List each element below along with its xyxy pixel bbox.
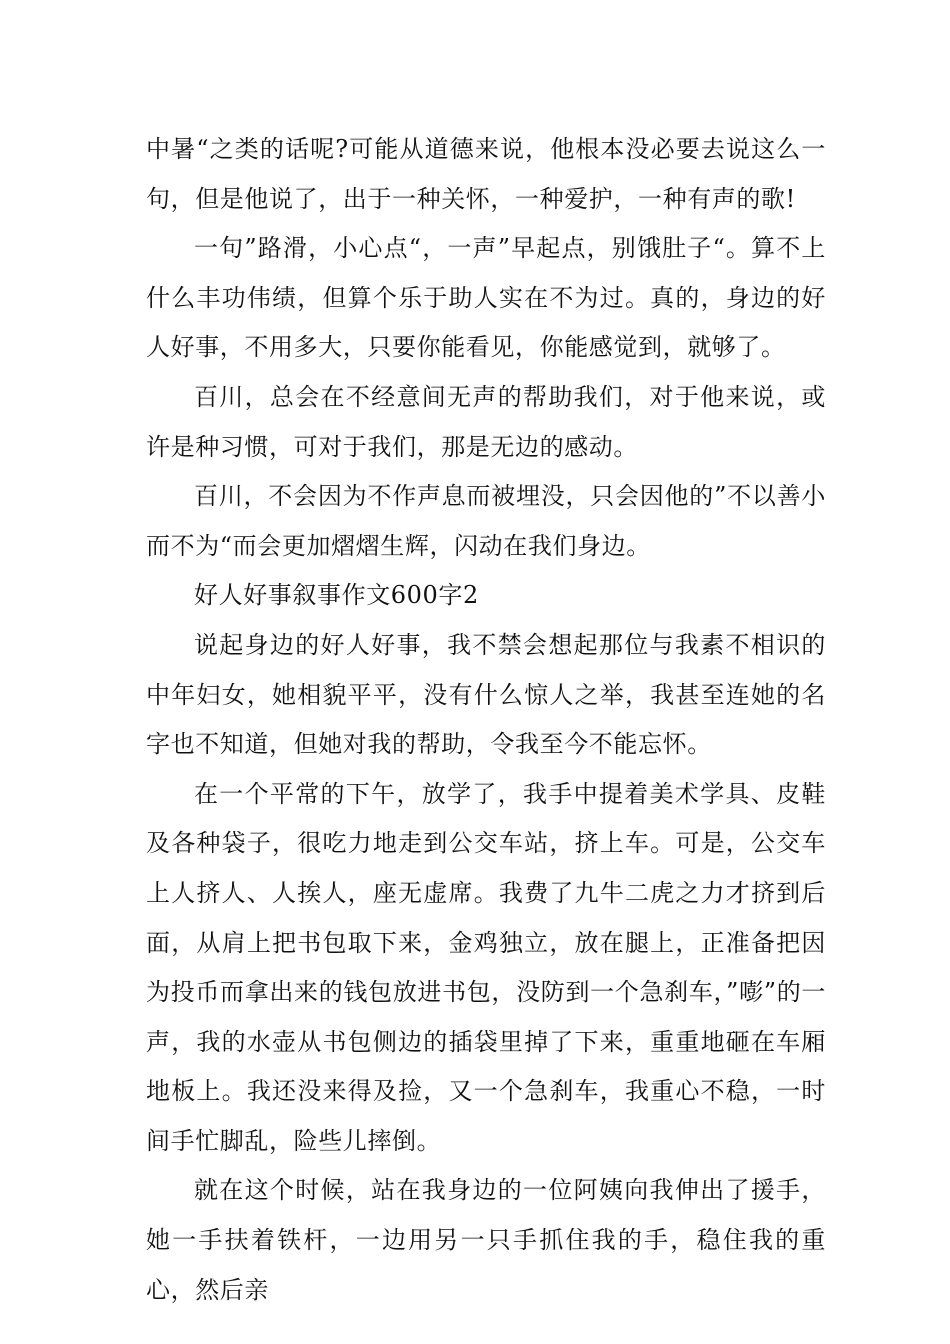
section-heading: 好人好事叙事作文600字2 (194, 581, 479, 610)
paragraph-6: 在一个平常的下午，放学了，我手中提着美术学具、皮鞋及各种袋子，很吃力地走到公交车站，挤上车。可是，公交车上人挤人、人挨人，座无虚席。我费了九牛二虎之力才挤到后面，从肩上把书包取下来，金鸡独立，放在腿上，正准备把因为投币而拿出来的钱包放进书包，没防到一个急刹车，”嘭”的一声，我的水壶从书包侧边的插袋里掉了下来，重重地砸在车厢地板上。我还没来得及捡，又一个急刹车，我重心不稳，一时间手忙脚乱，险些儿摔倒。 (146, 779, 826, 1155)
document-body (146, 125, 826, 1315)
paragraph-4: 百川，不会因为不作声息而被埋没，只会因他的”不以善小而不为“而会更加熠熠生辉，闪动在我们身边。 (146, 482, 826, 560)
paragraph-1: 中暑“之类的话呢?可能从道德来说，他根本没必要去说这么一句，但是他说了，出于一种关怀，一种爱护，一种有声的歌! (146, 135, 826, 213)
paragraph-3: 百川，总会在不经意间无声的帮助我们，对于他来说，或许是种习惯，可对于我们，那是无边的感动。 (146, 382, 826, 461)
paragraph-2: 一句”路滑，小心点“，一声”早起点，别饿肚子“。算不上什么丰功伟绩，但算个乐于助人实在不为过。真的，身边的好人好事，不用多大，只要你能看见，你能感觉到，就够了。 (146, 234, 826, 362)
paragraph-7: 就在这个时候，站在我身边的一位阿姨向我伸出了援手，她一手扶着铁杆，一边用另一只手抓住我的手，稳住我的重心，然后亲 (146, 1176, 826, 1304)
paragraph-5: 说起身边的好人好事，我不禁会想起那位与我素不相识的中年妇女，她相貌平平，没有什么惊人之举，我甚至连她的名字也不知道，但她对我的帮助，令我至今不能忘怀。 (146, 630, 826, 759)
